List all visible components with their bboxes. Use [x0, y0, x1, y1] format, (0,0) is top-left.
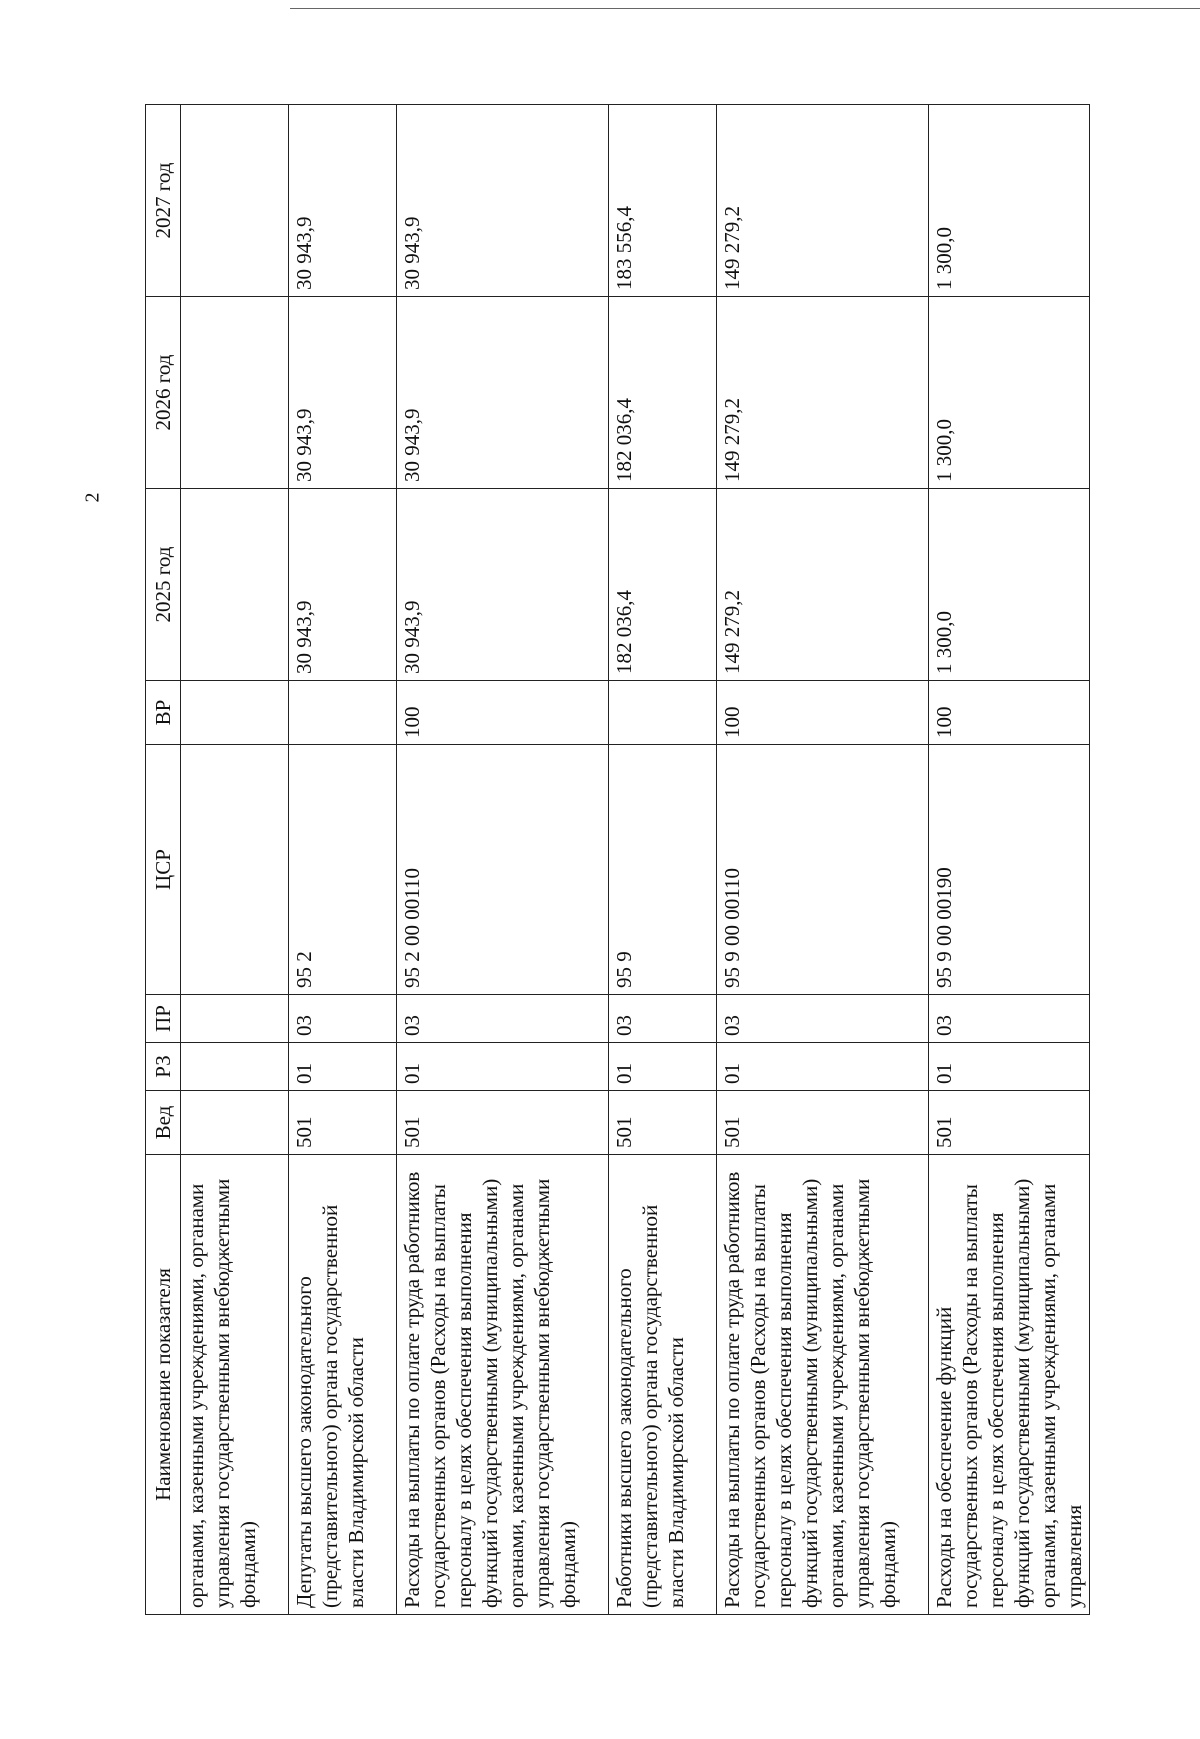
cell-2026: 1 300,0 [929, 297, 1090, 489]
cell-2027: 183 556,4 [609, 105, 717, 297]
cell-rz [181, 1043, 289, 1091]
cell-ved: 501 [397, 1091, 609, 1155]
header-vr: ВР [146, 681, 181, 745]
cell-pr: 03 [609, 995, 717, 1043]
cell-pr [181, 995, 289, 1043]
cell-name: Расходы на обеспечение функций государственных органов (Расходы на выплаты персоналу в целях обеспечения выполнения функций государственными (муниципальными) органами, казенными учреждениями, органами управления [929, 1155, 1090, 1615]
cell-2025 [181, 489, 289, 681]
cell-csr: 95 2 00 00110 [397, 745, 609, 995]
cell-2025: 149 279,2 [717, 489, 929, 681]
cell-vr [181, 681, 289, 745]
cell-2026: 30 943,9 [289, 297, 397, 489]
table-row [289, 105, 397, 1615]
cell-ved: 501 [289, 1091, 397, 1155]
cell-2027 [181, 105, 289, 297]
cell-rz: 01 [289, 1043, 397, 1091]
cell-vr: 100 [397, 681, 609, 745]
cell-2025: 1 300,0 [929, 489, 1090, 681]
page-number: 2 [81, 492, 104, 503]
header-rz: РЗ [146, 1043, 181, 1091]
top-border-line [290, 8, 1200, 9]
cell-2025: 182 036,4 [609, 489, 717, 681]
cell-csr: 95 9 00 00190 [929, 745, 1090, 995]
cell-name: Расходы на выплаты по оплате труда работников государственных органов (Расходы на выплаты персоналу в целях обеспечения выполнения функций государственными (муниципальными) органами, казенными учреждениями, органами управления государственными внебюджетными фондами) [717, 1155, 929, 1615]
cell-name: Депутаты высшего законодательного (представительного) органа государственной власти Владимирской области [289, 1155, 397, 1615]
header-ved: Вед [146, 1091, 181, 1155]
cell-2027: 1 300,0 [929, 105, 1090, 297]
cell-csr: 95 9 00 00110 [717, 745, 929, 995]
cell-vr [609, 681, 717, 745]
cell-pr: 03 [289, 995, 397, 1043]
cell-2026 [181, 297, 289, 489]
cell-pr: 03 [929, 995, 1090, 1043]
cell-2026: 149 279,2 [717, 297, 929, 489]
cell-2025: 30 943,9 [289, 489, 397, 681]
cell-2026: 182 036,4 [609, 297, 717, 489]
header-2026: 2026 год [146, 297, 181, 489]
cell-name: органами, казенными учреждениями, органами управления государственными внебюджетными фондами) [181, 1155, 289, 1615]
cell-2027: 149 279,2 [717, 105, 929, 297]
header-name: Наименование показателя [146, 1155, 181, 1615]
cell-name: Работники высшего законодательного (представительного) органа государственной власти Владимирской области [609, 1155, 717, 1615]
cell-rz: 01 [609, 1043, 717, 1091]
cell-name: Расходы на выплаты по оплате труда работников государственных органов (Расходы на выплаты персоналу в целях обеспечения выполнения функций государственными (муниципальными) органами, казенными учреждениями, органами управления государственными внебюджетными фондами) [397, 1155, 609, 1615]
header-pr: ПР [146, 995, 181, 1043]
cell-rz: 01 [717, 1043, 929, 1091]
table-row [609, 105, 717, 1615]
cell-ved: 501 [717, 1091, 929, 1155]
cell-ved: 501 [609, 1091, 717, 1155]
header-2025: 2025 год [146, 489, 181, 681]
cell-rz: 01 [397, 1043, 609, 1091]
table-header-row [146, 105, 181, 1615]
cell-ved [181, 1091, 289, 1155]
cell-vr: 100 [717, 681, 929, 745]
rotated-table-container [145, 105, 1085, 1615]
cell-csr [181, 745, 289, 995]
table-row [181, 105, 289, 1615]
cell-pr: 03 [717, 995, 929, 1043]
cell-pr: 03 [397, 995, 609, 1043]
header-2027: 2027 год [146, 105, 181, 297]
cell-vr [289, 681, 397, 745]
cell-csr: 95 2 [289, 745, 397, 995]
header-csr: ЦСР [146, 745, 181, 995]
table-row [717, 105, 929, 1615]
cell-ved: 501 [929, 1091, 1090, 1155]
cell-rz: 01 [929, 1043, 1090, 1091]
table-row [929, 105, 1090, 1615]
table-row [397, 105, 609, 1615]
cell-vr: 100 [929, 681, 1090, 745]
budget-table [145, 104, 1090, 1615]
cell-csr: 95 9 [609, 745, 717, 995]
cell-2026: 30 943,9 [397, 297, 609, 489]
cell-2025: 30 943,9 [397, 489, 609, 681]
cell-2027: 30 943,9 [289, 105, 397, 297]
cell-2027: 30 943,9 [397, 105, 609, 297]
